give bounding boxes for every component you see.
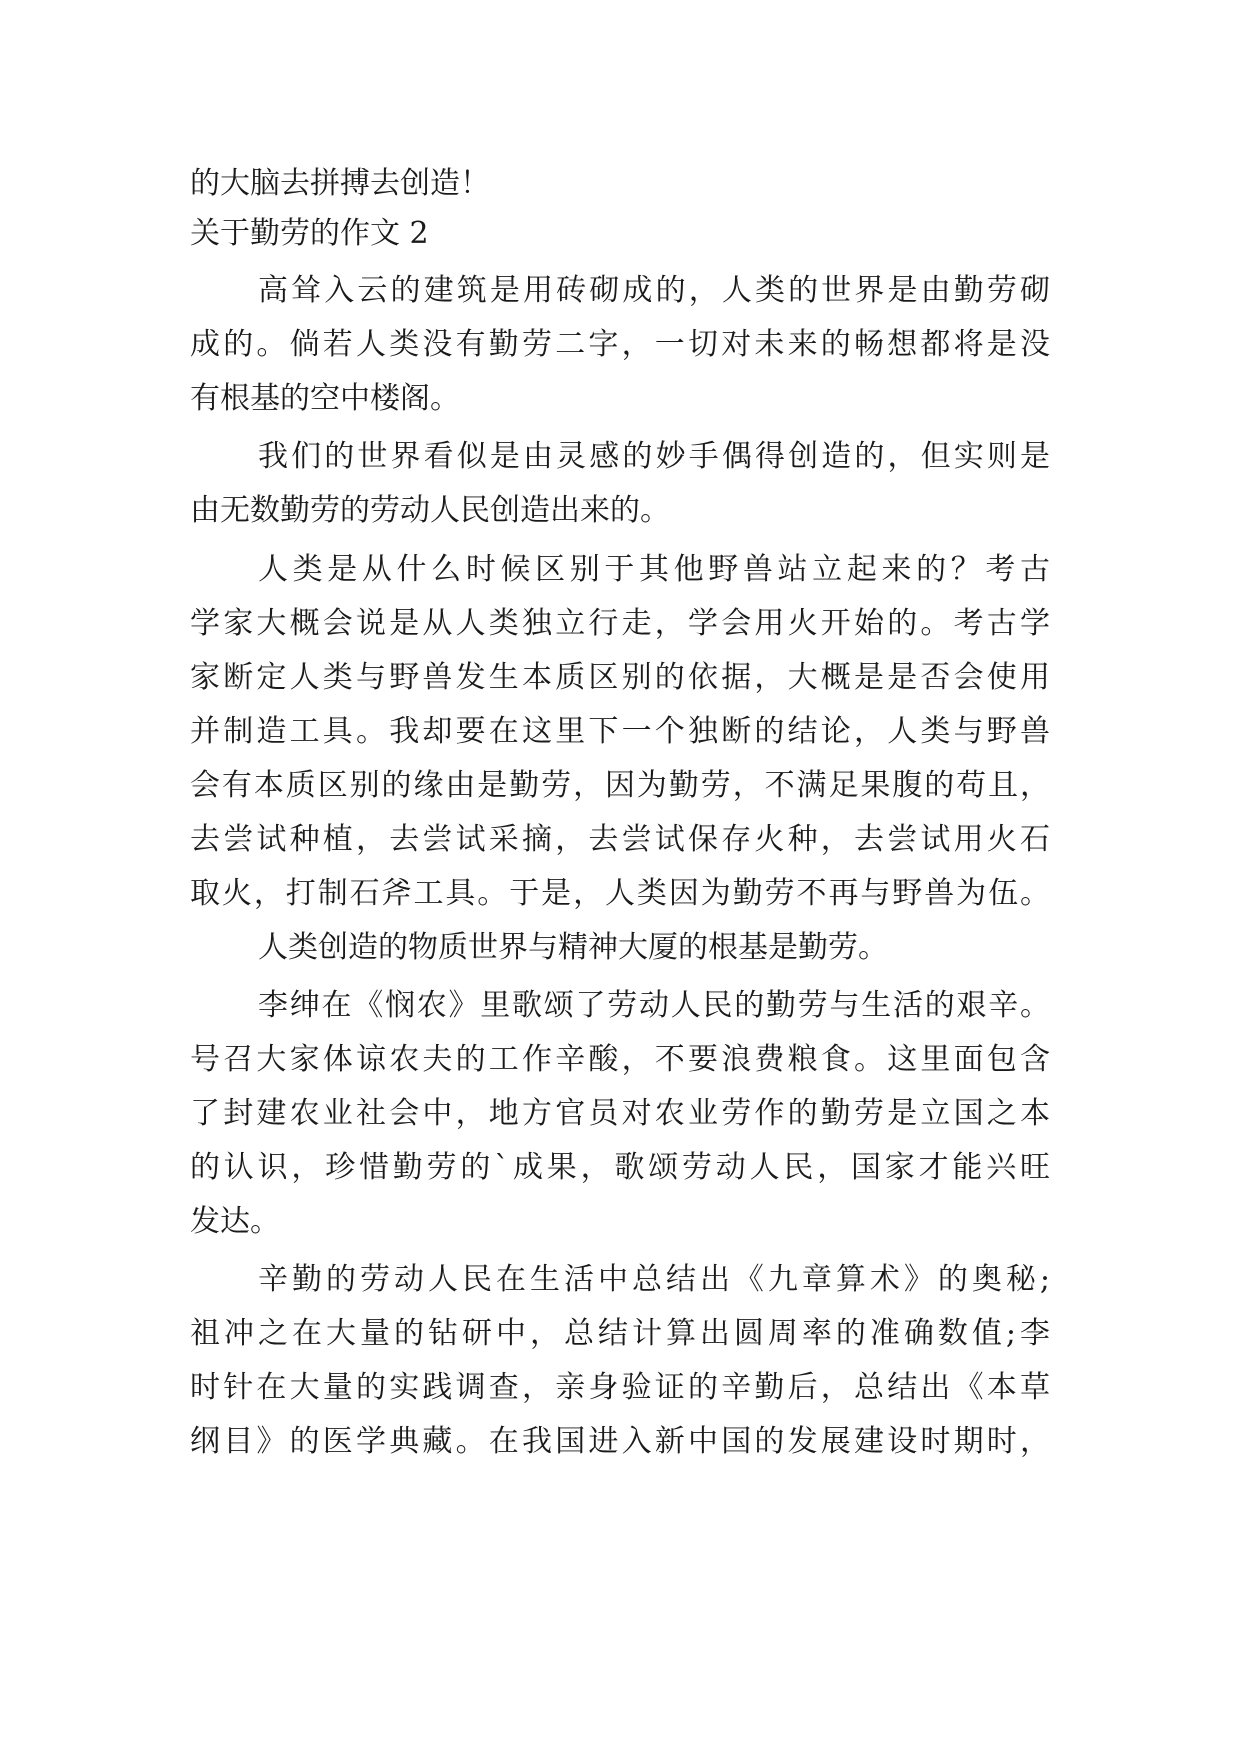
- text-line: 高耸入云的建筑是用砖砌成的，人类的世界是由勤劳砌: [258, 273, 1050, 308]
- text-line: 人类创造的物质世界与精神大厦的根基是勤劳。: [258, 930, 888, 965]
- text-line: 成的。倘若人类没有勤劳二字，一切对未来的畅想都将是没: [190, 327, 1050, 362]
- text-line: 发达。: [190, 1204, 280, 1239]
- text-line: 学家大概会说是从人类独立行走，学会用火开始的。考古学: [190, 606, 1050, 641]
- text-line: 会有本质区别的缘由是勤劳，因为勤劳，不满足果腹的苟且，: [190, 768, 1050, 803]
- text-line: 纲目》的医学典藏。在我国进入新中国的发展建设时期时，: [190, 1424, 1050, 1459]
- text-line: 的认识，珍惜勤劳的`成果，歌颂劳动人民，国家才能兴旺: [190, 1150, 1050, 1185]
- essay-heading: 关于勤劳的作文 2: [190, 216, 429, 251]
- text-line: 有根基的空中楼阁。: [190, 381, 460, 416]
- text-line: 了封建农业社会中，地方官员对农业劳作的勤劳是立国之本: [190, 1096, 1050, 1131]
- text-line: 家断定人类与野兽发生本质区别的依据，大概是是否会使用: [190, 660, 1050, 695]
- text-line: 取火，打制石斧工具。于是，人类因为勤劳不再与野兽为伍。: [190, 876, 1050, 911]
- text-line: 号召大家体谅农夫的工作辛酸，不要浪费粮食。这里面包含: [190, 1042, 1050, 1077]
- text-line: 祖冲之在大量的钻研中，总结计算出圆周率的准确数值;李: [190, 1316, 1050, 1351]
- text-line: 李绅在《悯农》里歌颂了劳动人民的勤劳与生活的艰辛。: [258, 988, 1050, 1023]
- text-line: 的大脑去拼搏去创造！: [190, 166, 490, 201]
- text-line: 并制造工具。我却要在这里下一个独断的结论，人类与野兽: [190, 714, 1050, 749]
- text-line: 去尝试种植，去尝试采摘，去尝试保存火种，去尝试用火石: [190, 822, 1050, 857]
- text-line: 我们的世界看似是由灵感的妙手偶得创造的，但实则是: [258, 439, 1050, 474]
- text-line: 人类是从什么时候区别于其他野兽站立起来的？考古: [258, 552, 1050, 587]
- text-line: 辛勤的劳动人民在生活中总结出《九章算术》的奥秘;: [258, 1262, 1050, 1297]
- text-line: 时针在大量的实践调查，亲身验证的辛勤后，总结出《本草: [190, 1370, 1050, 1405]
- text-line: 由无数勤劳的劳动人民创造出来的。: [190, 493, 670, 528]
